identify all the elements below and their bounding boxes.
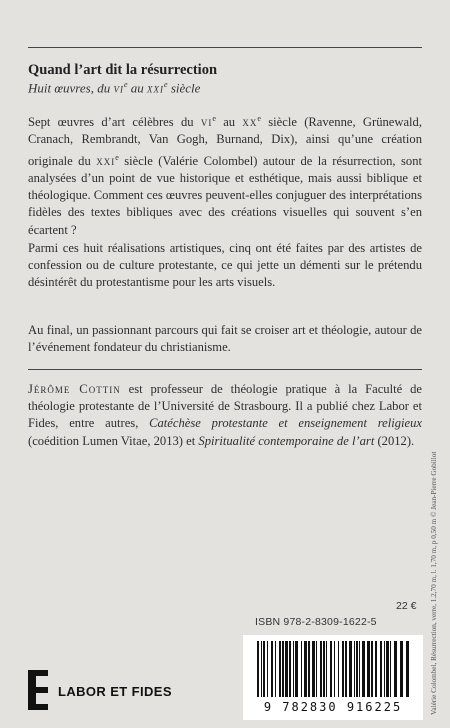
barcode-bar [320, 641, 322, 697]
top-divider [28, 47, 422, 48]
description-paragraph-1: Sept œuvres d’art célèbres du $vi^e$ au $xx^e$ siècle (Ravenne, Grünewald, Cranach, Rembrandt, Van Gogh, Burnand, Dix), ainsi qu’une création originale du xxi$^e$ siècle (Valérie Colombel) autour de la résurrection, sont analysées d’un point de vue historique et esthétique, mais aussi biblique et théologique. Comment ces œuvres peuvent-elles conjuguer des interprétations fidèles des textes bibliques avec des créations visuelles qui souvent s’en écartent ? [28, 114, 423, 237]
barcode-bar [301, 641, 302, 697]
bio-divider [28, 369, 422, 370]
barcode [243, 635, 423, 720]
barcode-bar [295, 641, 298, 697]
description-paragraph-3: Au final, un passionnant parcours qui fait se croiser art et théologie, autour de l’événement fondateur du christianisme. [28, 323, 422, 355]
barcode-bar [282, 641, 284, 697]
barcode-bar [308, 641, 310, 697]
barcode-bar [267, 641, 268, 697]
barcode-bar [279, 641, 281, 697]
barcode-bar [400, 641, 403, 697]
barcode-bar [338, 641, 339, 697]
barcode-bar [289, 641, 291, 697]
publisher-logo-icon [28, 670, 48, 710]
publisher-name: LABOR ET FIDES [58, 684, 172, 699]
barcode-bar [261, 641, 262, 697]
barcode-bar [342, 641, 344, 697]
barcode-bar [257, 641, 259, 697]
barcode-bar [275, 641, 276, 697]
barcode-bar [367, 641, 370, 697]
barcode-bar [323, 641, 325, 697]
barcode-bar [312, 641, 315, 697]
barcode-bar [316, 641, 317, 697]
book-reference-1: Catéchèse protestante et enseignement religieux [149, 416, 422, 431]
barcode-bar [271, 641, 273, 697]
barcode-bar [293, 641, 294, 697]
barcode-bar [356, 641, 358, 697]
barcode-bar [330, 641, 332, 697]
barcode-bar [304, 641, 307, 697]
description-paragraph-2: Parmi ces huit réalisations artistiques, cinq ont été faites par des artistes de confession ou de culture protestante, ce qui jette un démenti sur le prétendu désintérêt du protestantisme pour les arts visuels. [28, 241, 422, 290]
barcode-bar [390, 641, 391, 697]
author-name: Jérôme Cottin [28, 382, 121, 396]
barcode-bar [345, 641, 347, 697]
barcode-bar [394, 641, 397, 697]
barcode-bar [354, 641, 355, 697]
barcode-digits: 9 782830 916225 [263, 700, 403, 714]
book-reference-2: Spiritualité contemporaine de l’art [198, 433, 375, 448]
cover-image-credit: Valérie Colombel, Résurrection, verre, 1.2,70 m, l. 1,70 m, p 0,50 m © Jean-Pierre Gobillot [430, 451, 438, 715]
barcode-bar [384, 641, 385, 697]
author-bio: Jérôme Cottin est professeur de théologie pratique à la Faculté de théologie protestante de l’Université de Strasbourg. Il a publié chez Labor et Fides, entre autres, Catéchèse protestante et enseignement religieux (coédition Lumen Vitae, 2013) et Spiritualité contemporaine de l’art (2012). [28, 382, 422, 448]
barcode-bar [263, 641, 265, 697]
book-subtitle: Huit œuvres, du $vi^e$ au xxi$^e$ siècle [28, 80, 201, 96]
barcode-bar [375, 641, 377, 697]
barcode-bar [380, 641, 382, 697]
barcode-bar [406, 641, 409, 697]
barcode-bar [359, 641, 360, 697]
isbn: ISBN 978-2-8309-1622-5 [255, 616, 377, 628]
price: 22 € [396, 600, 417, 612]
barcode-bar [349, 641, 352, 697]
barcode-bar [334, 641, 335, 697]
barcode-bars [243, 635, 423, 699]
book-title: Quand l’art dit la résurrection [28, 62, 218, 78]
barcode-bar [326, 641, 327, 697]
barcode-bar [362, 641, 365, 697]
barcode-bar [371, 641, 373, 697]
barcode-bar [386, 641, 389, 697]
barcode-bar [285, 641, 288, 697]
